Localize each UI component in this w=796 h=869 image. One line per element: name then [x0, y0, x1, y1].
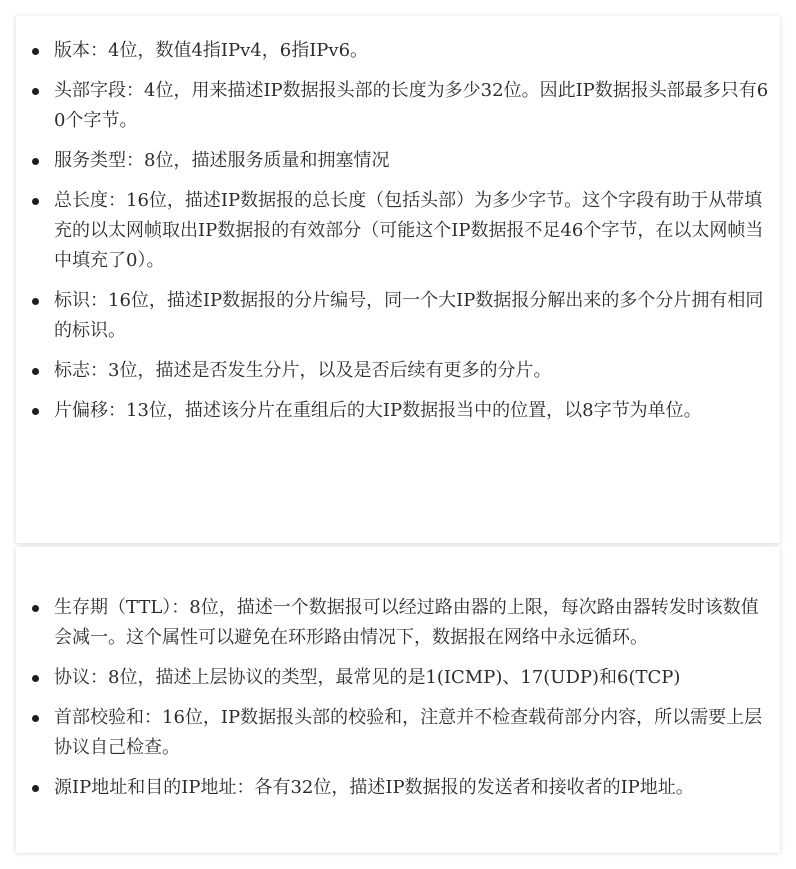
list-item-version: 版本：4位，数值4指IPv4，6指IPv6。 — [54, 36, 780, 66]
field-list-top — [16, 36, 780, 426]
list-item-identification: 标识：16位，描述IP数据报的分片编号，同一个大IP数据报分解出来的多个分片拥有相同的标识。 — [54, 286, 780, 346]
list-item-service-type: 服务类型：8位，描述服务质量和拥塞情况 — [54, 146, 780, 176]
list-item-header-length: 头部字段：4位，用来描述IP数据报头部的长度为多少32位。因此IP数据报头部最多只有60个字节。 — [54, 76, 780, 136]
list-item-flags: 标志：3位，描述是否发生分片，以及是否后续有更多的分片。 — [54, 356, 780, 386]
list-item-ttl: 生存期（TTL）：8位，描述一个数据报可以经过路由器的上限，每次路由器转发时该数值会减一。这个属性可以避免在环形路由情况下，数据报在网络中永远循环。 — [54, 593, 780, 653]
list-item-addresses: 源IP地址和目的IP地址：各有32位，描述IP数据报的发送者和接收者的IP地址。 — [54, 773, 780, 803]
top-card — [16, 16, 780, 543]
field-list-bottom — [16, 593, 780, 803]
list-item-fragment-offset: 片偏移：13位，描述该分片在重组后的大IP数据报当中的位置，以8字节为单位。 — [54, 396, 780, 426]
list-item-protocol: 协议：8位，描述上层协议的类型，最常见的是1(ICMP)、17(UDP)和6(TCP) — [54, 663, 780, 693]
list-item-header-checksum: 首部校验和：16位，IP数据报头部的校验和，注意并不检查载荷部分内容，所以需要上层协议自己检查。 — [54, 703, 780, 763]
bottom-card — [16, 547, 780, 853]
list-item-total-length: 总长度：16位，描述IP数据报的总长度（包括头部）为多少字节。这个字段有助于从带填充的以太网帧取出IP数据报的有效部分（可能这个IP数据报不足46个字节，在以太网帧当中填充了0）。 — [54, 186, 780, 276]
